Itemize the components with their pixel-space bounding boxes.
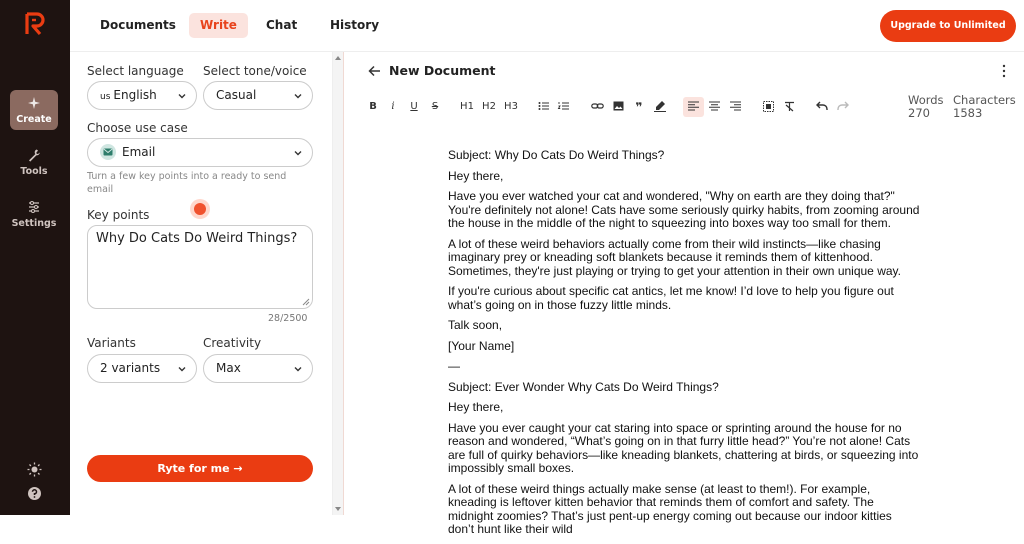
align-left-icon	[688, 101, 699, 111]
use-case-select[interactable]	[87, 138, 313, 167]
chevron-down-icon	[178, 92, 186, 100]
tab-chat[interactable]: Chat	[266, 18, 298, 32]
chevron-down-icon	[294, 149, 302, 157]
tab-history[interactable]: History	[330, 18, 380, 32]
key-points-input[interactable]	[87, 225, 313, 309]
numbered-list-button[interactable]	[555, 97, 573, 117]
panel-scrollbar[interactable]	[332, 52, 343, 515]
use-case-label: Choose use case	[87, 121, 188, 135]
rail-item-label: Create	[16, 113, 52, 125]
key-points-value: Why Do Cats Do Weird Things?	[96, 231, 298, 246]
clear-format-icon	[784, 101, 795, 112]
underline-button[interactable]: U	[410, 101, 418, 112]
characters-label: Characters	[953, 93, 1016, 107]
help-icon[interactable]	[27, 486, 42, 501]
character-counter: 28/2500	[268, 313, 308, 324]
sliders-icon	[27, 200, 41, 214]
rail-item-create[interactable]	[10, 90, 58, 130]
cursor-indicator	[190, 199, 210, 219]
heading-2-button[interactable]: H2	[482, 101, 496, 112]
document-header	[368, 63, 496, 78]
tone-select[interactable]	[203, 81, 313, 110]
tab-documents[interactable]: Documents	[100, 18, 176, 32]
creativity-label: Creativity	[203, 336, 262, 350]
language-label: Select language	[87, 64, 184, 78]
us-flag-icon: us	[100, 92, 111, 102]
sparkle-icon	[27, 96, 41, 110]
clear-format-button[interactable]	[780, 97, 798, 117]
document-paragraph: Hey there,	[448, 400, 504, 414]
left-rail	[0, 0, 70, 515]
highlighter-icon	[654, 100, 666, 112]
words-value: 270	[908, 106, 930, 120]
link-icon	[591, 101, 604, 111]
rail-item-label: Tools	[20, 165, 48, 177]
variants-select[interactable]	[87, 354, 197, 383]
document-paragraph: [Your Name]	[448, 338, 515, 353]
align-right-icon	[730, 101, 741, 111]
word-count	[908, 94, 944, 120]
document-paragraph: Have you ever caught your cat staring into space or sprinting around the house for no reason and wondered, “What’s going on in that furry little head?” You’re not alone! Cats are full of quirky behaviors—like kneading blankets, chattering at birds, or squeezing into impossibly small boxes.	[448, 420, 919, 475]
undo-button[interactable]	[813, 97, 831, 117]
chevron-down-icon	[294, 365, 302, 373]
upgrade-button[interactable]: Upgrade to Unlimited	[880, 10, 1016, 42]
use-case-value: Email	[122, 145, 156, 159]
rail-item-tools[interactable]	[10, 142, 58, 182]
document-paragraph: If you're curious about specific cat antics, let me know! I’d love to help you figure out what’s going on in those fuzzy little minds.	[448, 284, 894, 312]
top-bar	[70, 0, 1024, 52]
language-select[interactable]	[87, 81, 197, 110]
align-center-icon	[709, 101, 720, 111]
rail-item-label: Settings	[11, 217, 57, 229]
more-options-icon[interactable]	[1001, 64, 1007, 78]
image-button[interactable]	[609, 97, 627, 117]
sun-icon[interactable]	[27, 462, 42, 477]
email-icon	[100, 144, 116, 160]
bullet-list-icon	[538, 101, 550, 111]
document-paragraph: Subject: Why Do Cats Do Weird Things?	[448, 148, 665, 162]
resize-handle-icon[interactable]	[302, 298, 310, 306]
align-center-button[interactable]	[705, 97, 723, 117]
select-all-icon	[763, 101, 774, 112]
document-paragraph: —	[448, 359, 460, 373]
bullet-list-button[interactable]	[535, 97, 553, 117]
document-paragraph: Hey there,	[448, 168, 504, 183]
select-all-button[interactable]	[759, 97, 777, 117]
scroll-up-icon[interactable]	[335, 56, 341, 60]
highlight-button[interactable]	[651, 97, 669, 117]
document-body[interactable]	[448, 149, 920, 544]
redo-icon	[837, 101, 849, 111]
ryte-for-me-button[interactable]: Ryte for me →	[87, 455, 313, 482]
variants-label: Variants	[87, 336, 136, 350]
numbered-list-icon	[558, 101, 570, 111]
back-arrow-icon[interactable]	[368, 65, 381, 77]
chevron-down-icon	[178, 365, 186, 373]
language-value: English	[113, 88, 157, 102]
align-right-button[interactable]	[726, 97, 744, 117]
link-button[interactable]	[588, 97, 606, 117]
bold-button[interactable]: B	[369, 101, 377, 112]
quote-button[interactable]: ❞	[635, 100, 643, 114]
document-paragraph: Subject: Ever Wonder Why Cats Do Weird Things?	[448, 379, 719, 394]
image-icon	[613, 101, 624, 111]
panel-divider	[343, 52, 344, 515]
undo-icon	[816, 101, 828, 111]
strikethrough-button[interactable]: S	[431, 101, 439, 112]
document-paragraph: A lot of these weird things actually make sense (at least to them!). For example, kneading is leftover kitten behavior that reminds them of comfort and safety. The midnight zoomies? That’s just pent-up energy coming out because our indoor kitties don’t hunt like their wild	[448, 481, 892, 536]
tab-write[interactable]: Write	[189, 13, 248, 38]
document-paragraph: A lot of these weird behaviors actually come from their wild instincts—like chasing imaginary prey or kneading soft blankets because it reminds them of kittenhood. Sometimes, they're just playing or trying to get your attention in their own unique way.	[448, 236, 901, 278]
tone-value: Casual	[216, 88, 257, 102]
redo-button[interactable]	[834, 97, 852, 117]
document-paragraph: Have you ever watched your cat and wondered, "Why on earth are they doing that?" You're definitely not alone! Cats have some seriously quirky habits, from zooming around the house in the middle of the night to squeezing into boxes way too small for them.	[448, 189, 920, 230]
align-left-button[interactable]	[683, 97, 704, 117]
heading-1-button[interactable]: H1	[460, 101, 474, 112]
character-count	[953, 94, 1016, 120]
use-case-hint: Turn a few key points into a ready to send email	[87, 171, 287, 195]
creativity-select[interactable]	[203, 354, 313, 383]
words-label: Words	[908, 93, 944, 107]
key-points-label: Key points	[87, 208, 150, 222]
scroll-down-icon[interactable]	[335, 507, 341, 511]
italic-button[interactable]: i	[391, 101, 395, 112]
wrench-icon	[27, 148, 41, 162]
tone-label: Select tone/voice	[203, 64, 307, 78]
variants-value: 2 variants	[100, 361, 161, 375]
document-title: New Document	[389, 63, 496, 78]
creativity-value: Max	[216, 361, 241, 375]
rail-item-settings[interactable]	[10, 194, 58, 234]
heading-3-button[interactable]: H3	[504, 101, 518, 112]
chevron-down-icon	[294, 92, 302, 100]
characters-value: 1583	[953, 106, 983, 120]
app-logo[interactable]	[24, 12, 46, 36]
document-paragraph: Talk soon,	[448, 318, 503, 332]
